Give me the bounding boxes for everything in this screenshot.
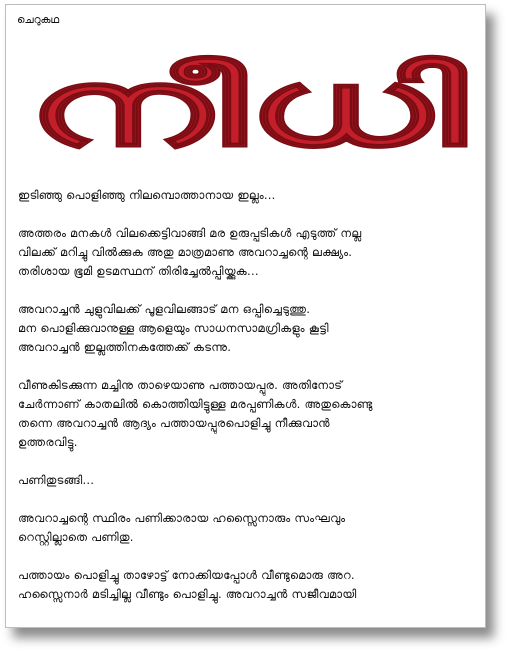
story-line: മന പൊളിക്കുവാനുള്ള ആളെയും സാധനസാമഗ്രികളും കൂട്ടി: [18, 321, 329, 335]
story-paragraph: [18, 186, 476, 205]
story-line: തന്നെ അവറാച്ചൻ ആദ്യം പത്തായപ്പുരപൊളിച്ചു നീക്കുവാൻ: [18, 416, 330, 430]
story-page: [5, 4, 486, 628]
story-line: അവറാച്ചൻ ഇല്ലത്തിനകത്തേക്ക് കടന്നു.: [18, 340, 232, 354]
story-paragraph: [18, 224, 476, 281]
story-line: ഹസ്സൈനാർ മടിച്ചില്ല വീണ്ടും പൊളിച്ചു. അവറാച്ചൻ സജീവമായി: [18, 587, 357, 601]
genre-label: ചെറുകഥ: [17, 14, 60, 26]
story-line: വിലക്ക് മറിച്ചു വിൽക്കുക അതു മാത്രമാണു അവറാച്ചന്റെ ലക്ഷ്യം.: [18, 245, 353, 259]
story-paragraph: [18, 471, 476, 490]
story-line: അവറാച്ചന്റെ സ്ഥിരം പണിക്കാരായ ഹസ്സൈനാരും സംഘവും: [18, 511, 346, 525]
story-line: അത്തരം മനകൾ വിലക്കെട്ടിവാങ്ങി മര ഉരുപ്പടികൾ എടുത്ത് നല്ല: [18, 226, 362, 240]
story-title-banner: [12, 27, 480, 177]
story-line: ചേർന്നാണ് കാതലിൽ കൊത്തിയിട്ടുള്ള മരപ്പണികൾ. അതുകൊണ്ടു: [18, 397, 373, 411]
story-line: ഇടിഞ്ഞു പൊളിഞ്ഞു നിലമ്പൊത്താനായ ഇല്ലം...: [18, 188, 276, 202]
story-paragraph: [18, 509, 476, 547]
story-line: തരിശായ ഭൂമി ഉടമസ്ഥന് തിരിച്ചേൽപ്പിയ്ക്കുക...: [18, 264, 259, 278]
story-paragraph: [18, 376, 476, 452]
story-line: പണിതുടങ്ങി...: [18, 473, 95, 487]
story-line: പത്തായം പൊളിച്ചു താഴോട്ട് നോക്കിയപ്പോൾ വീണ്ടുമൊരു അറ.: [18, 568, 355, 582]
story-body: [18, 186, 476, 623]
story-paragraph: [18, 566, 476, 604]
story-line: റെസ്റ്റില്ലാതെ പണിതു.: [18, 530, 134, 544]
story-title: നീധി: [26, 45, 468, 171]
story-line: വീണുകിടക്കുന്ന മച്ചിനു താഴെയാണു പത്തായപ്പുര. അതിനോട്: [18, 378, 343, 392]
story-paragraph: [18, 300, 476, 357]
story-line: ഉത്തരവിട്ടു.: [18, 435, 78, 449]
story-line: അവറാച്ചൻ ചുളുവിലക്ക് പൂളവിലങ്ങാട് മന ഒപ്പിച്ചെടുത്തു.: [18, 302, 311, 316]
story-title-art: [12, 27, 480, 177]
